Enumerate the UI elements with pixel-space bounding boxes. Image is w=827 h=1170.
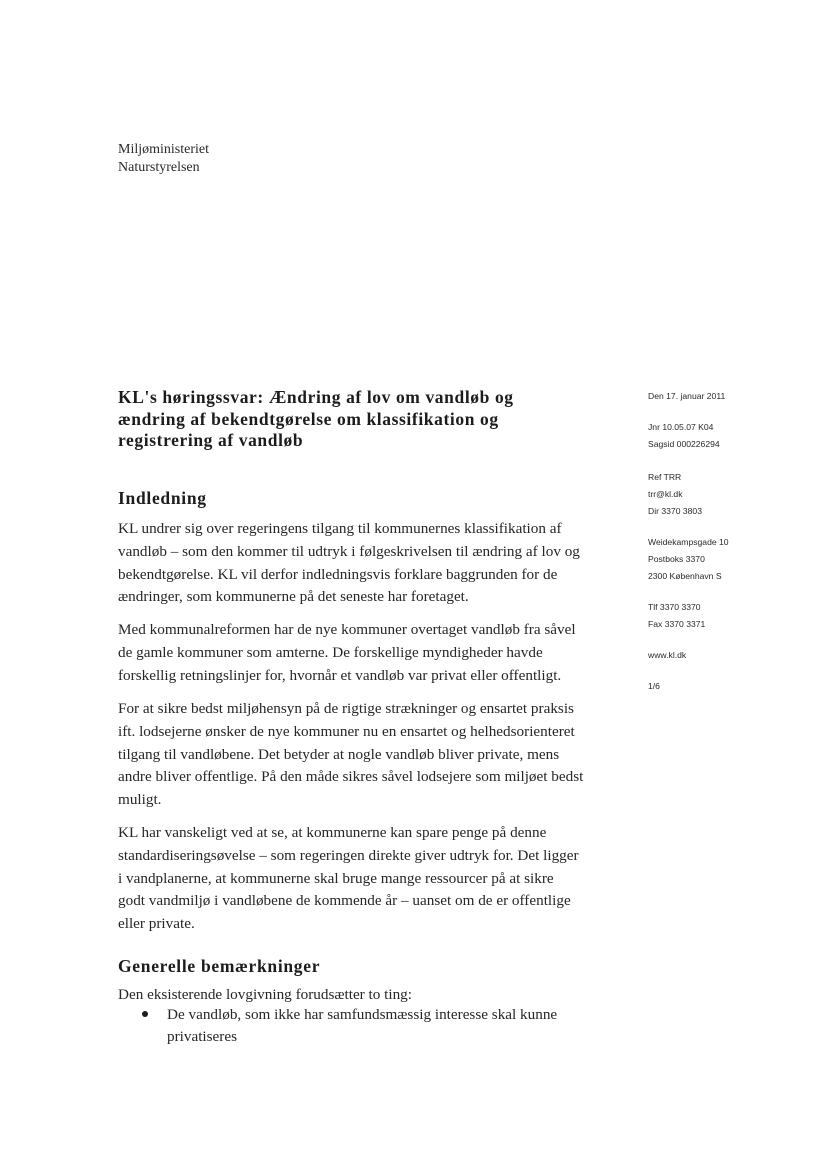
paragraph-line: standardiseringsøvelse – som regeringen direkte giver udtryk for. Det ligger — [118, 846, 579, 864]
bullet-icon — [142, 1011, 148, 1017]
letter-date: Den 17. januar 2011 — [648, 391, 726, 401]
paragraph-savings — [118, 822, 618, 936]
paragraph-line: KL har vanskeligt ved at se, at kommunerne kan spare penge på denne — [118, 824, 547, 841]
paragraph-line: KL undrer sig over regeringens tilgang til kommunernes klassifikation af — [118, 520, 562, 537]
paragraph-line: de gamle kommuner som amterne. De forskellige myndigheder havde — [118, 643, 543, 661]
section-heading-intro: Indledning — [118, 488, 207, 508]
title-line: KL's høringssvar: Ændring af lov om vandløb og — [118, 387, 514, 407]
paragraph-line: eller private. — [118, 915, 195, 933]
bullet-line: privatiseres — [167, 1028, 238, 1045]
paragraph-line: godt vandmiljø i vandløbene de kommende år – uanset om de er offentlige — [118, 892, 571, 910]
bullet-line: De vandløb, som ikke har samfundsmæssig interesse skal kunne — [167, 1006, 558, 1023]
website: www.kl.dk — [648, 650, 687, 660]
paragraph-line: forskellig retningslinjer for, hvornår et vandløb var privat eller offentligt. — [118, 666, 562, 684]
paragraph-line: Den eksisterende lovgivning forudsætter to ting: — [118, 986, 412, 1003]
paragraph-line: bekendtgørelse. KL vil derfor indledningsvis forklare baggrunden for de — [118, 565, 558, 583]
paragraph-intro — [118, 518, 618, 609]
postbox: Postboks 3370 — [648, 554, 705, 564]
reference: Ref TRR — [648, 472, 682, 482]
paragraph-line: muligt. — [118, 791, 162, 809]
journal-number: Jnr 10.05.07 K04 — [648, 422, 714, 432]
paragraph-reform — [118, 619, 618, 687]
postal-city: 2300 København S — [648, 571, 722, 581]
paragraph-environment — [118, 698, 618, 812]
paragraph-line: i vandplanerne, at kommunerne skal bruge mange ressourcer på at sikre — [118, 869, 554, 887]
email: trr@kl.dk — [648, 489, 683, 499]
paragraph-line: tilgang til vandløbene. Det betyder at nogle vandløb bliver private, mens — [118, 745, 560, 763]
letterhead-sidebar — [648, 388, 729, 704]
paragraph-line: ift. lodsejerne ønsker de nye kommuner nu en ensartet og helhedsorienteret — [118, 722, 575, 740]
paragraph-line: For at sikre bedst miljøhensyn på de rigtige strækninger og ensartet praksis — [118, 700, 574, 717]
fax: Fax 3370 3371 — [648, 619, 706, 629]
paragraph-line: andre bliver offentlige. På den måde sikres såvel lodsejere som miljøet bedst — [118, 768, 584, 786]
street-address: Weidekampsgade 10 — [648, 537, 729, 547]
direct-phone: Dir 3370 3803 — [648, 506, 702, 516]
document-title — [118, 387, 578, 452]
paragraph-line: vandløb – som den kommer til udtryk i følgeskrivelsen til ændring af lov og — [118, 542, 580, 560]
telephone: Tlf 3370 3370 — [648, 602, 701, 612]
title-line: ændring af bekendtgørelse om klassifikation og — [118, 408, 499, 429]
recipient-address — [118, 141, 209, 177]
bullet-item — [167, 1004, 557, 1048]
section-heading-general: Generelle bemærkninger — [118, 956, 321, 976]
page-number: 1/6 — [648, 681, 660, 691]
paragraph-line: Med kommunalreformen har de nye kommuner overtaget vandløb fra såvel — [118, 621, 576, 638]
title-line: registrering af vandløb — [118, 430, 304, 450]
recipient-ministry: Miljøministeriet — [118, 142, 209, 157]
case-id: Sagsid 000226294 — [648, 439, 720, 449]
paragraph-line: ændringer, som kommunerne på det seneste har foretaget. — [118, 588, 469, 606]
recipient-agency: Naturstyrelsen — [118, 160, 200, 175]
